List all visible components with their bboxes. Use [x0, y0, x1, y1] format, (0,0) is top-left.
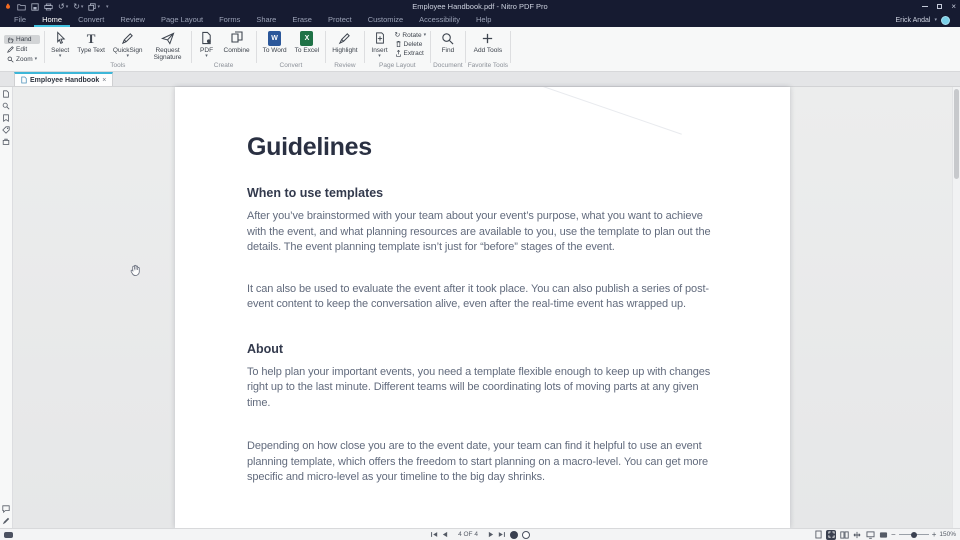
menu-page-layout[interactable]: Page Layout	[160, 14, 204, 24]
insert-page-icon	[374, 30, 386, 46]
word-doc-icon: W	[268, 30, 281, 46]
delete-button[interactable]: Delete	[395, 40, 427, 48]
page-title: Guidelines	[247, 133, 372, 161]
extract-button[interactable]: Extract	[395, 49, 427, 57]
account-area[interactable]	[895, 13, 950, 27]
edit-tool-button[interactable]: Edit	[4, 45, 40, 54]
chevron-down-icon: ▾	[97, 3, 100, 10]
tab-label: Employee Handbook	[30, 76, 100, 84]
vertical-scrollbar[interactable]	[952, 87, 960, 528]
full-screen-view-icon[interactable]	[865, 530, 875, 540]
section-heading: When to use templates	[247, 186, 384, 200]
quick-tool-button[interactable]	[88, 3, 100, 11]
pen-icon	[121, 30, 134, 46]
zoom-tool-button[interactable]: Zoom ▾	[4, 55, 40, 64]
paragraph: After you’ve brainstormed with your team about your event’s purpose, what you want to achieve with the event, and what planning resources are available to you, use the template to plan out the details. The event planning template isn’t just for “before” stages of the event.	[247, 210, 711, 253]
next-view-icon[interactable]	[522, 531, 530, 539]
find-button[interactable]: Find	[435, 28, 461, 54]
group-label-create: Create	[213, 62, 234, 69]
menubar	[0, 13, 960, 27]
zoom-out-button[interactable]: −	[891, 529, 896, 539]
bookmarks-panel-icon[interactable]	[2, 114, 10, 122]
chevron-down-icon: ▾	[423, 31, 427, 38]
statusbar	[0, 528, 960, 540]
paragraph: Depending on how close you are to the event date, your team can find it helpful to use an event planning template, which offers the freedom to start planning on a macro-level. You can get more specific and micro-level as your timeline to the big day shrinks.	[247, 440, 709, 483]
group-label-review: Review	[334, 62, 356, 69]
ribbon-group-create	[194, 28, 254, 71]
menu-accessibility[interactable]: Accessibility	[419, 14, 460, 24]
zoom-slider[interactable]	[899, 534, 929, 535]
scrollbar-thumb[interactable]	[954, 89, 959, 179]
ribbon-group-review	[328, 28, 361, 71]
plus-icon	[481, 30, 494, 46]
presentation-view-icon[interactable]	[878, 530, 888, 540]
next-page-button[interactable]	[488, 531, 494, 538]
undo-button[interactable]: ↺ ▾	[58, 1, 69, 11]
menu-protect[interactable]: Protect	[327, 14, 352, 24]
pdf-page	[175, 87, 790, 528]
zoom-level: 150%	[939, 531, 956, 538]
to-word-button[interactable]: W To Word	[259, 28, 291, 54]
nitro-logo-icon	[4, 2, 12, 11]
group-label-convert: Convert	[279, 62, 303, 69]
ribbon-group-tools	[47, 28, 188, 71]
customize-qat-button[interactable]: ▾	[105, 3, 109, 10]
chevron-down-icon: ▾	[80, 3, 84, 10]
tags-panel-icon[interactable]	[2, 126, 10, 134]
chevron-down-icon: ▾	[934, 17, 937, 23]
quick-access-toolbar	[4, 2, 108, 11]
ribbon-group-page-layout	[367, 28, 429, 71]
menu-customize[interactable]: Customize	[367, 14, 404, 24]
print-icon[interactable]	[44, 3, 53, 11]
chevron-down-icon: ▾	[126, 53, 129, 59]
previous-page-button[interactable]	[442, 531, 448, 538]
menu-help[interactable]: Help	[476, 14, 492, 24]
previous-view-icon[interactable]	[510, 531, 518, 539]
group-label-page-layout: Page Layout	[379, 62, 416, 69]
redo-button[interactable]: ↻ ▾	[73, 1, 84, 11]
search-icon	[441, 30, 454, 46]
avatar[interactable]	[941, 16, 950, 25]
ribbon-group-document	[433, 28, 463, 71]
window-controls	[922, 3, 956, 11]
to-excel-button[interactable]: X To Excel	[291, 28, 324, 54]
group-label-document: Document	[433, 62, 463, 69]
page-indicator[interactable]: 4 OF 4	[458, 531, 478, 538]
combine-button[interactable]: Combine	[220, 28, 254, 54]
mode-buttons	[2, 28, 42, 71]
attachments-panel-icon[interactable]	[2, 138, 10, 146]
group-label-tools: Tools	[110, 62, 126, 69]
titlebar	[0, 0, 960, 13]
last-page-button[interactable]	[498, 531, 506, 538]
hand-tool-button[interactable]: Hand	[4, 35, 40, 44]
request-signature-button[interactable]: Request Signature	[147, 28, 189, 61]
menu-share[interactable]: Share	[256, 14, 277, 24]
zoom-slider-knob[interactable]	[911, 532, 917, 538]
trash-icon	[395, 40, 402, 48]
pdf-page-icon	[200, 30, 213, 46]
rotate-icon: ↻	[394, 32, 401, 39]
magnifier-icon	[7, 56, 14, 63]
left-sidebar	[0, 87, 13, 528]
facing-pages-view-icon[interactable]	[839, 530, 849, 540]
quicksign-button[interactable]: QuickSign ▾	[109, 28, 147, 59]
select-cursor-icon	[54, 30, 67, 46]
window-title: Employee Handbook.pdf - Nitro PDF Pro	[412, 2, 548, 11]
zoom-in-button[interactable]: +	[931, 529, 937, 539]
minimize-button[interactable]	[922, 6, 928, 7]
document-tabbar	[0, 72, 960, 87]
menu-file[interactable]: File	[14, 14, 27, 24]
group-label-favorite-tools: Favorite Tools	[467, 62, 509, 69]
chevron-down-icon: ▾	[378, 53, 381, 59]
save-icon[interactable]	[31, 3, 39, 11]
section-heading: About	[247, 341, 284, 356]
comments-panel-icon[interactable]	[2, 505, 10, 513]
paragraph: It can also be used to evaluate the event after it took place. You can also publish a series of post-event content to keep the conversation alive, even after the real-time event has wrapped up.	[247, 282, 709, 310]
menu-forms[interactable]: Forms	[219, 14, 241, 24]
ribbon-group-convert	[259, 28, 324, 71]
ribbon	[0, 27, 960, 72]
search-panel-icon[interactable]	[2, 102, 10, 110]
pencil-icon	[7, 46, 14, 53]
insert-button[interactable]: Insert ▾	[367, 28, 393, 59]
fit-width-view-icon[interactable]	[852, 530, 862, 540]
pages-panel-icon[interactable]	[2, 90, 10, 98]
open-file-icon[interactable]	[17, 3, 26, 11]
first-page-button[interactable]	[430, 531, 438, 538]
paper-plane-icon	[161, 30, 175, 46]
select-button[interactable]: Select ▾	[47, 28, 73, 59]
chevron-down-icon: ▾	[205, 53, 208, 59]
document-icon	[21, 76, 27, 84]
signature-pen-icon[interactable]	[2, 517, 10, 525]
chevron-down-icon: ▾	[58, 53, 62, 59]
highlighter-icon	[338, 30, 351, 46]
type-text-button[interactable]: T Type Text	[77, 30, 105, 54]
maximize-button[interactable]	[937, 4, 942, 9]
chevron-down-icon: ▾	[65, 3, 69, 10]
single-page-view-icon[interactable]	[813, 530, 823, 540]
hand-cursor-icon	[130, 263, 141, 281]
paragraph: To help plan your important events, you need a template flexible enough to keep up with changes right up to the last minute. Different teams will be coordinating lots of moving parts at any given time.	[247, 365, 711, 409]
add-tools-button[interactable]: Add Tools	[470, 28, 506, 54]
menu-home[interactable]: Home	[34, 13, 70, 27]
menu-review[interactable]: Review	[120, 14, 145, 24]
highlight-button[interactable]: Highlight	[328, 28, 361, 54]
excel-doc-icon: X	[300, 30, 313, 46]
close-button[interactable]: ×	[951, 1, 956, 11]
ribbon-group-favorite-tools	[468, 28, 508, 71]
menu-convert[interactable]: Convert	[78, 14, 105, 24]
rotate-button[interactable]: ↻ Rotate ▾	[394, 31, 427, 39]
tab-close-icon[interactable]: ×	[102, 76, 107, 84]
type-text-icon: T	[86, 30, 96, 46]
menu-erase[interactable]: Erase	[292, 14, 312, 24]
main-area	[0, 87, 960, 528]
hand-icon	[7, 36, 14, 43]
combine-pages-icon	[230, 30, 244, 46]
fit-page-view-icon[interactable]	[826, 530, 836, 540]
view-controls	[809, 530, 956, 540]
extract-icon	[395, 49, 402, 57]
document-viewport[interactable]	[13, 87, 960, 528]
create-pdf-button[interactable]: PDF ▾	[194, 28, 220, 59]
user-name: Erick Andal	[895, 16, 931, 24]
menu-items	[6, 13, 499, 27]
tab-employee-handbook[interactable]	[14, 72, 113, 86]
chevron-down-icon: ▾	[34, 56, 38, 62]
